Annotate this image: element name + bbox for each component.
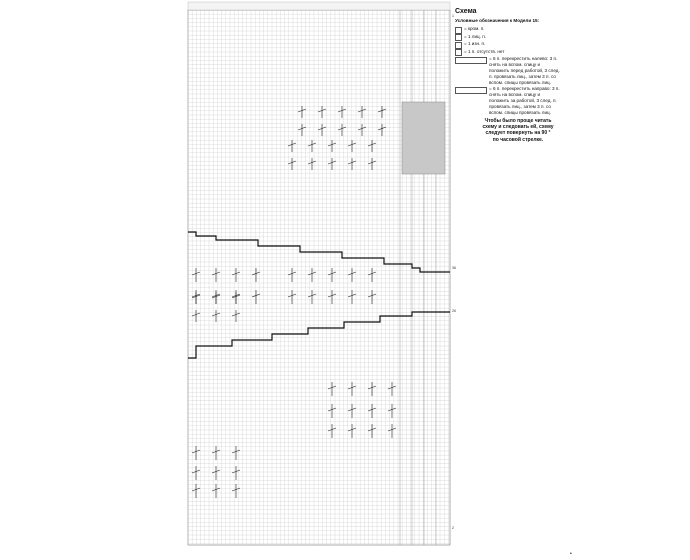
cable-cross [192,310,200,322]
cable-cross [368,140,376,152]
cable-cross [288,290,296,304]
cable-cross [328,268,336,282]
legend-text: = кром. п. [464,26,485,31]
cable-cross [378,124,386,136]
cable-cross [288,140,296,152]
cable-cross [298,124,306,136]
cable-cross [368,268,376,282]
shaded-block [402,102,445,174]
cable-cross [348,268,356,282]
cable-cross [378,106,386,118]
cable-cross [368,158,376,170]
cable-cross [368,382,376,396]
cable-cross [328,404,336,418]
column-number-strip [188,2,450,10]
legend-item-none [455,49,560,57]
cable-cross [328,424,336,438]
cable-cross [348,140,356,152]
legend-item-purl [455,41,560,49]
rotation-note: Чтобы было проще читать схему и следовать ей, схему следует повернуть на 90 ° по часовой стрелке. [482,118,554,143]
grid-lines [188,10,450,545]
cable-cross [192,292,200,304]
cable-left-symbol [455,57,487,64]
legend [455,18,560,116]
cable-cross [192,268,200,282]
legend-item-cable-right [455,86,560,116]
cable-right-symbol [455,87,487,94]
cable-cross [368,424,376,438]
cable-cross [308,158,316,170]
cable-cross [348,158,356,170]
legend-text: = 6 п. перекрестить налево: 3 п. снять на вспом. спицу и положить перед работой, 3 след. п. провязать лиц., затем 3 п. со вспом. спицы провязать лиц. [489,56,560,85]
row-label: 36 [452,266,456,270]
cable-cross [388,382,396,396]
legend-heading: Условные обозначения к Модели 15: [455,18,540,23]
legend-text: = 1 п. отсутств. нет [464,48,505,54]
cable-marks [192,106,396,498]
cable-cross [348,404,356,418]
cable-cross [232,268,240,282]
cable-cross [308,290,316,304]
cable-cross [348,424,356,438]
cable-cross [348,382,356,396]
cable-cross [252,290,260,304]
cable-cross [328,140,336,152]
knit-symbol [455,34,462,41]
cable-cross [368,290,376,304]
legend-item-cable-left [455,56,560,86]
row-label: 26 [452,309,456,313]
row-label: 1 [452,14,454,18]
cable-cross [368,404,376,418]
cable-cross [328,290,336,304]
edge-stitch-symbol [455,27,462,34]
legend-item-edge [455,26,560,34]
cable-cross [232,446,240,460]
cable-cross [308,268,316,282]
cable-cross [192,466,200,480]
legend-text: = 1 лиц. п. [464,33,486,39]
cable-cross [298,106,306,118]
cable-cross [348,290,356,304]
legend-text: = 1 изн. п. [464,41,486,46]
cable-cross [328,382,336,396]
cable-cross [318,106,326,118]
cable-cross [192,446,200,460]
cable-cross [252,268,260,282]
cable-cross [388,404,396,418]
corner-mark: • [570,551,572,557]
purl-symbol [455,42,462,49]
cable-cross [192,484,200,498]
chart-grid [188,2,450,545]
cable-cross [358,124,366,136]
cable-cross [288,158,296,170]
cable-cross [328,158,336,170]
cable-cross [232,466,240,480]
cable-cross [288,268,296,282]
cable-cross [232,310,240,322]
cable-cross [232,484,240,498]
no-stitch-symbol [455,49,462,56]
legend-item-knit [455,34,560,42]
scheme-title: Схема [455,8,477,15]
cable-cross [232,292,240,304]
cable-cross [318,124,326,136]
legend-text: = 6 п. перекрестить направо: 3 п. снять на вспом. спицу и положить за работой, 3 след. п. провязать лиц., затем 3 п. со вспом. спицы провязать лиц. [489,86,560,115]
cable-cross [308,140,316,152]
cable-cross [388,424,396,438]
cable-cross [358,106,366,118]
row-label: 2 [452,526,454,530]
